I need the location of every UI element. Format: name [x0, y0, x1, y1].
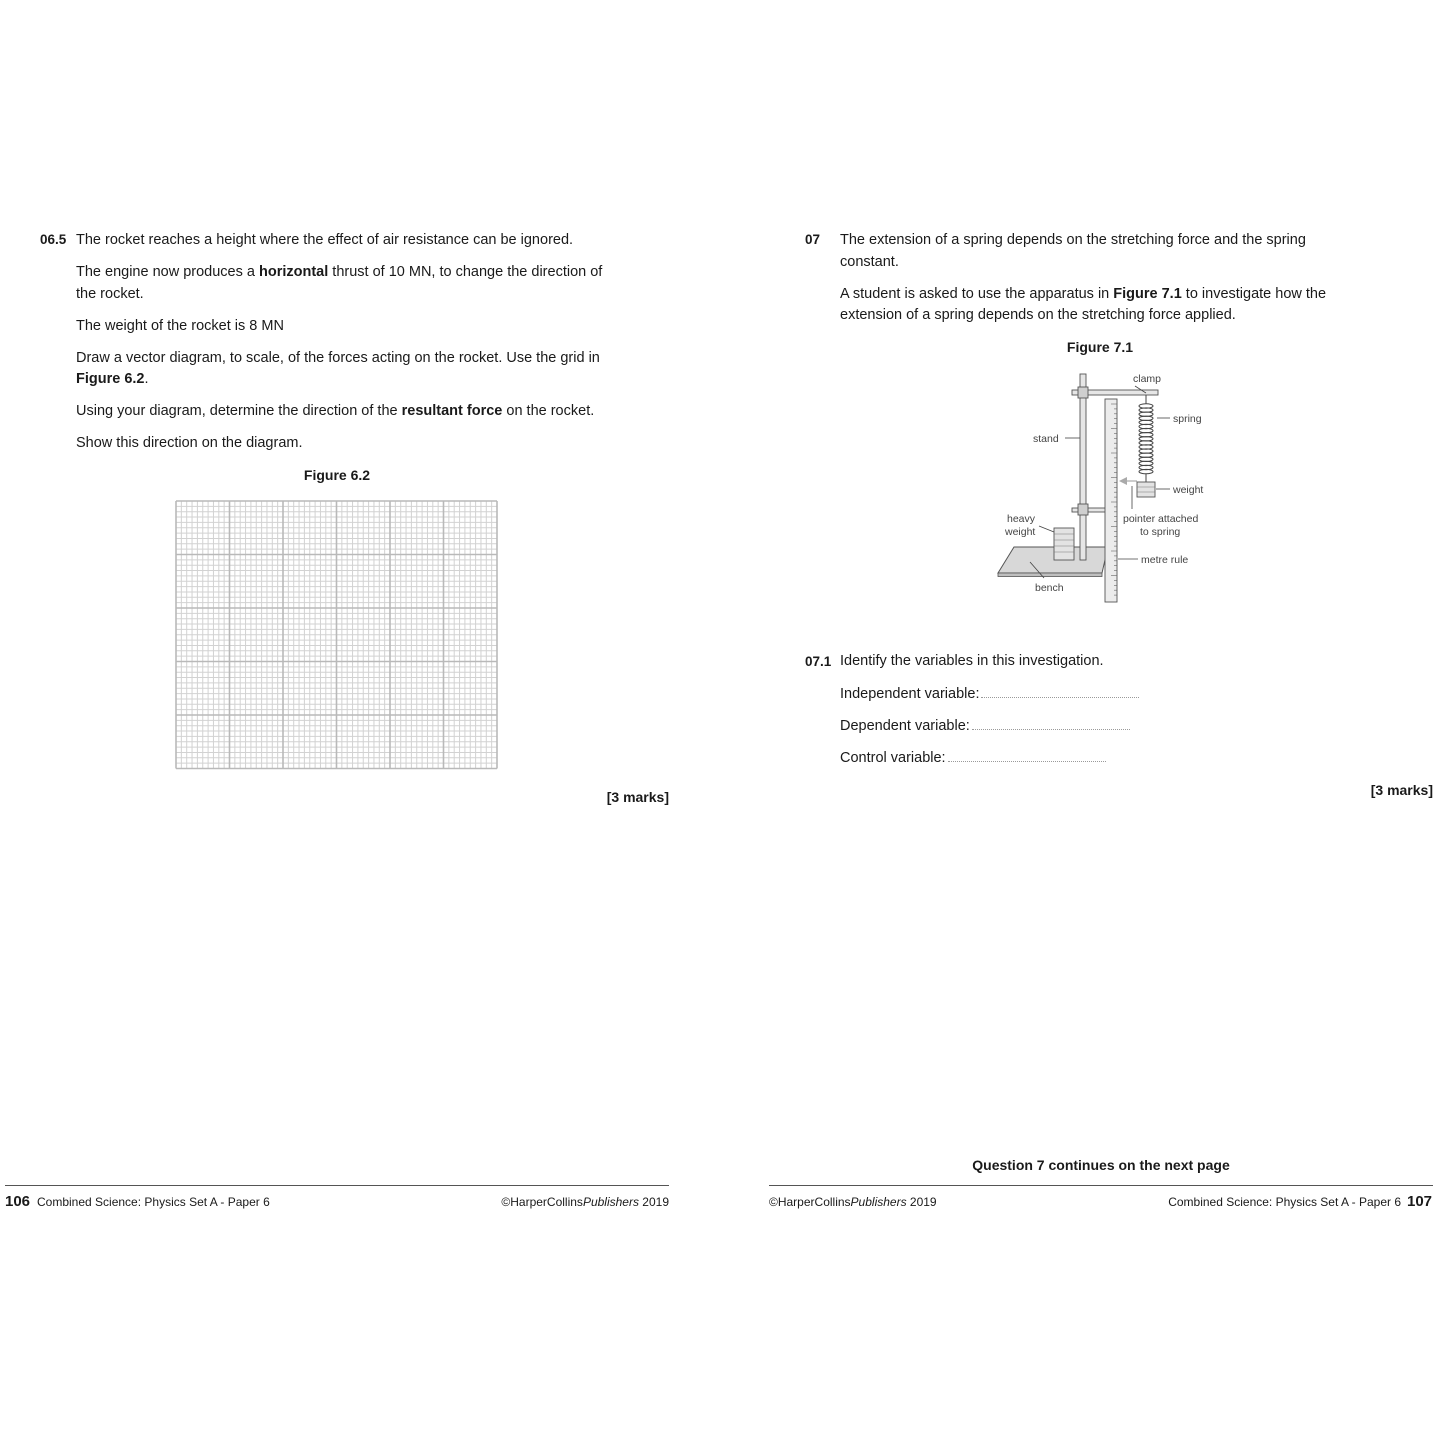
label-heavy-weight: weight: [1005, 526, 1036, 538]
question-text: [76, 230, 616, 455]
label-bench: bench: [1035, 582, 1064, 594]
question-paragraph: Using your diagram, determine the direction of the resultant force on the rocket.: [76, 403, 595, 419]
figure-title: Figure 6.2: [303, 467, 371, 483]
marks-label: [3 marks]: [606, 789, 669, 805]
question-paragraph: The engine now produces a horizontal thrust of 10 MN, to change the direction of the rocket.: [76, 264, 603, 302]
dependent-variable-label: Dependent variable:: [840, 718, 970, 734]
stand-rod: [1080, 374, 1086, 560]
page-number: 107: [1407, 1193, 1433, 1210]
question-paragraph: The rocket reaches a height where the effect of air resistance can be ignored.: [76, 232, 574, 248]
lower-clamp-boss: [1078, 504, 1088, 515]
label-weight: weight: [1173, 484, 1204, 496]
hanging-weight: [1137, 482, 1155, 497]
answer-grid[interactable]: [174, 499, 500, 771]
question-text: [840, 230, 1340, 327]
spring-coils: [1139, 404, 1153, 474]
clamp-boss: [1078, 387, 1088, 398]
label-stand: stand: [1033, 433, 1059, 445]
control-variable-answer-line[interactable]: [948, 747, 1106, 762]
label-metre-rule: metre rule: [1141, 554, 1189, 566]
independent-variable-label: Independent variable:: [840, 686, 980, 702]
footer-rule: [5, 1185, 669, 1186]
bench-top: [998, 547, 1108, 573]
marks-label: [3 marks]: [1370, 782, 1433, 798]
footer-copyright: ©HarperCollinsPublishers 2019: [769, 1195, 937, 1209]
label-pointer: to spring: [1140, 526, 1181, 538]
subquestion-text: Identify the variables in this investigation.: [840, 653, 1104, 669]
control-variable-label: Control variable:: [840, 750, 946, 766]
bench-edge: [998, 573, 1102, 577]
pointer-arrow: [1119, 477, 1127, 485]
control-variable-row: [840, 747, 1106, 770]
question-paragraph: Draw a vector diagram, to scale, of the forces acting on the rocket. Use the grid in Figure 6.2.: [76, 349, 600, 387]
continuation-note: Question 7 continues on the next page: [972, 1157, 1230, 1173]
independent-variable-row: [840, 683, 1139, 706]
question-paragraph: Show this direction on the diagram.: [76, 435, 303, 451]
footer-title: Combined Science: Physics Set A - Paper 6: [1168, 1195, 1401, 1209]
footer-title: Combined Science: Physics Set A - Paper 6: [37, 1195, 270, 1209]
footer-copyright: ©HarperCollinsPublishers 2019: [501, 1195, 669, 1209]
dependent-variable-answer-line[interactable]: [972, 715, 1130, 730]
lower-clamp-arm: [1072, 508, 1108, 512]
label-heavy-weight: heavy: [1007, 513, 1036, 525]
metre-rule: [1105, 399, 1117, 602]
label-spring: spring: [1173, 413, 1202, 425]
dependent-variable-row: [840, 715, 1130, 738]
apparatus-diagram: [990, 366, 1220, 608]
question-number: 07: [805, 232, 821, 247]
question-number: 06.5: [40, 232, 67, 247]
label-pointer: pointer attached: [1123, 513, 1199, 525]
footer-rule: [769, 1185, 1433, 1186]
question-paragraph: The weight of the rocket is 8 MN: [76, 317, 284, 334]
page-number: 106: [5, 1193, 31, 1210]
independent-variable-answer-line[interactable]: [981, 683, 1139, 698]
figure-title: Figure 7.1: [1066, 339, 1134, 355]
question-paragraph: A student is asked to use the apparatus in Figure 7.1 to investigate how the extension of a spring depends on the stretching force applied.: [840, 285, 1327, 323]
question-paragraph: The extension of a spring depends on the stretching force and the spring constant.: [840, 232, 1306, 270]
label-clamp: clamp: [1133, 373, 1162, 385]
subquestion-number: 07.1: [805, 654, 832, 669]
heavy-weight-stack: [1054, 528, 1074, 560]
